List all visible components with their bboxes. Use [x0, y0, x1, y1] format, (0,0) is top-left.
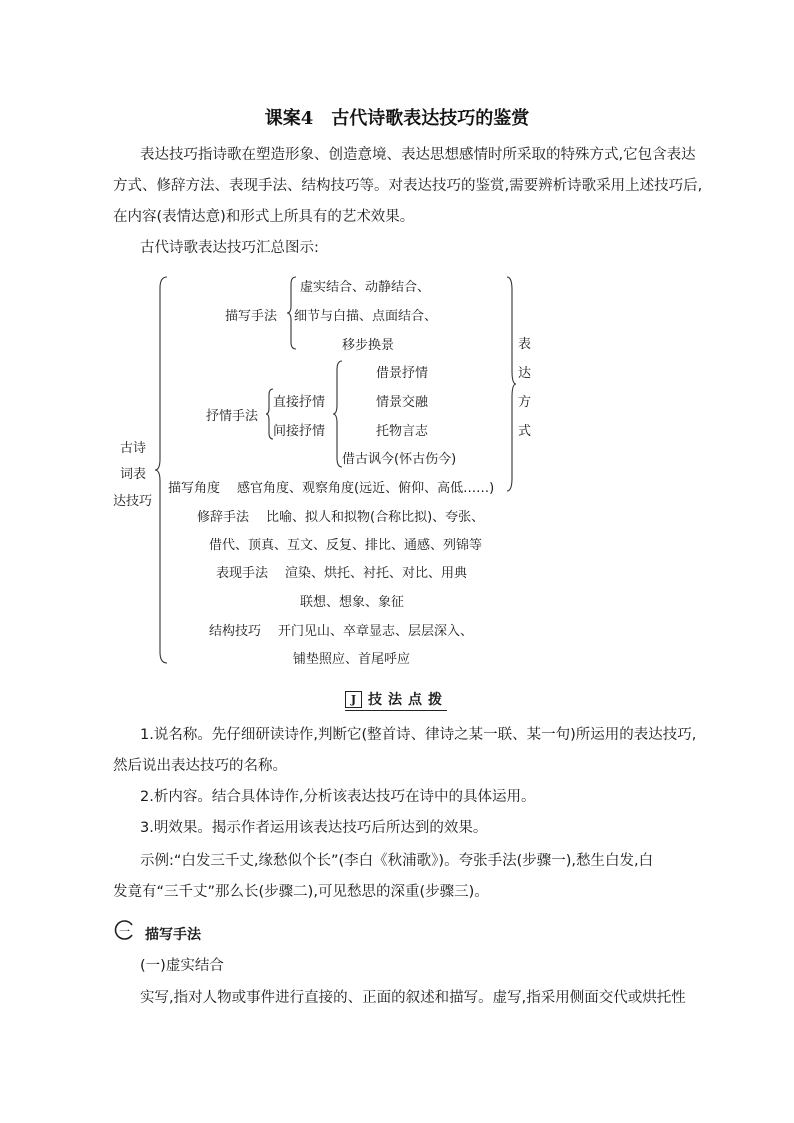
page-title: 课案4 古代诗歌表达技巧的鉴赏 — [264, 108, 530, 129]
rhetoric-label: 修辞手法 — [197, 510, 250, 525]
performance-label: 表现手法 — [216, 566, 269, 581]
angle-label: 描写角度 — [168, 481, 221, 496]
describe-item-2: 细节与白描、点面结合、 — [294, 309, 438, 324]
intro-line-2: 方式、修辞方法、表现手法、结构技巧等。对表达技巧的鉴赏,需要辨析诗歌采用上述技巧后, — [113, 178, 703, 194]
part-number-icon — [113, 919, 135, 941]
expression-brace — [506, 276, 516, 492]
performance-line-1: 渲染、烘托、衬托、对比、用典 — [285, 566, 468, 581]
intro-line-4: 古代诗歌表达技巧汇总图示: — [140, 240, 319, 256]
structure-line-2: 铺垫照应、首尾呼应 — [293, 652, 411, 667]
lyric-indirect: 间接抒情 — [273, 424, 326, 439]
rhetoric-line-1: 比喻、拟人和拟物(合称比拟)、夸张、 — [266, 510, 485, 525]
lyric-item-2: 情景交融 — [376, 395, 429, 410]
rhetoric-line-2: 借代、顶真、互文、反复、排比、通感、列锦等 — [209, 538, 483, 553]
example-line-2: 发竟有“三千丈”那么长(步骤二),可见愁思的深重(步骤三)。 — [113, 884, 489, 900]
describe-item-1: 虚实结合、动静结合、 — [300, 280, 431, 295]
lyric-item-3: 托物言志 — [376, 424, 429, 439]
lyric-item-4: 借古讽今(怀古伤今) — [342, 452, 457, 467]
sub-title: (一)虚实结合 — [140, 958, 224, 974]
lyric-label: 抒情手法 — [206, 409, 259, 424]
describe-item-3: 移步换景 — [342, 338, 395, 353]
part-title: 描写手法 — [145, 927, 201, 943]
structure-line-1: 开门见山、卒章显志、层层深入、 — [278, 624, 474, 639]
sub-text-line-1: 实写,指对人物或事件进行直接的、正面的叙述和描写。虚写,指采用侧面交代或烘托性 — [140, 990, 686, 1006]
step-2: 2.析内容。结合具体诗作,分析该表达技巧在诗中的具体运用。 — [140, 789, 536, 805]
intro-line-3: 在内容(表情达意)和形式上所具有的艺术效果。 — [113, 209, 415, 225]
angle-text: 感官角度、观察角度(远近、俯仰、高低……) — [237, 481, 495, 496]
root-brace — [155, 276, 169, 664]
step-1-line-1: 1.说名称。先仔细研读诗作,判断它(整首诗、律诗之某一联、某一句)所运用的表达技巧, — [140, 727, 697, 743]
section-underline — [345, 710, 447, 711]
section-title: 技法点拨 — [368, 692, 448, 708]
example-line-1: 示例:“白发三千丈,缘愁似个长”(李白《秋浦歌》)。夸张手法(步骤一),愁生白发,白 — [140, 853, 654, 869]
intro-line-1: 表达技巧指诗歌在塑造形象、创造意境、表达思想感情时所采取的特殊方式,它包含表达 — [140, 147, 696, 163]
diagram-root-1: 古诗 — [120, 441, 147, 456]
expression-char-4: 式 — [518, 424, 532, 439]
section-header — [345, 689, 448, 709]
structure-label: 结构技巧 — [209, 624, 262, 639]
step-1-line-2: 然后说出表达技巧的名称。 — [113, 758, 287, 774]
part-number: 一 — [119, 925, 130, 938]
expression-char-1: 表 — [518, 337, 532, 352]
expression-char-3: 方 — [518, 395, 532, 410]
step-3: 3.明效果。揭示作者运用该表达技巧后所达到的效果。 — [140, 820, 488, 836]
diagram-root-3: 达技巧 — [113, 494, 153, 509]
section-badge: J — [345, 691, 362, 708]
lyric-direct: 直接抒情 — [273, 395, 326, 410]
expression-char-2: 达 — [518, 366, 532, 381]
describe-label: 描写手法 — [225, 309, 278, 324]
lyric-item-1: 借景抒情 — [376, 366, 429, 381]
performance-line-2: 联想、想象、象征 — [300, 595, 405, 610]
diagram-root-2: 词表 — [120, 467, 147, 482]
